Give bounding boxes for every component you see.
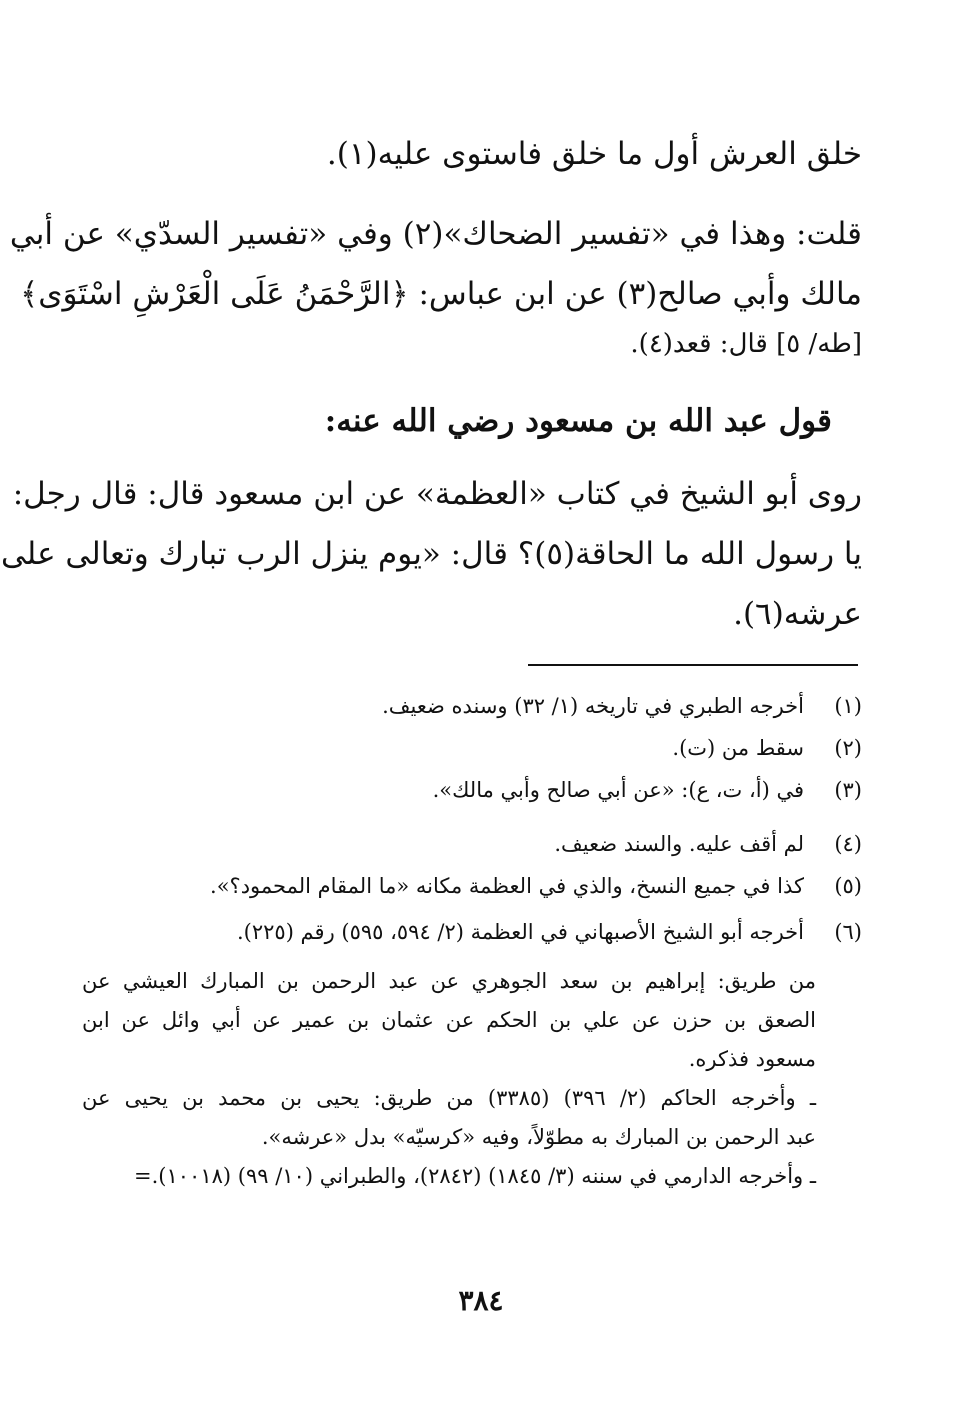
text-line: ـ وأخرجه الحاكم (٢/ ٣٩٦) (٣٣٨٥) من طريق: يحيى بن محمد بن يحيى عن [82,1086,816,1110]
footnote-6 [84,914,862,951]
footnote-text: في (أ، ت، ع): «عن أبي صالح وأبي مالك». [432,778,804,802]
footnote-number: (٢) [834,736,862,760]
text-line: خلق العرش أول ما خلق فاستوى عليه(١). [326,136,862,172]
footnote-text: سقط من (ت). [672,736,804,760]
footnote-text: أخرجه الطبري في تاريخه (١/ ٣٢) وسنده ضعيف. [382,694,804,718]
footnote-2 [84,730,862,767]
text-line: مسعود فذكره. [688,1047,816,1071]
text-line: روى أبو الشيخ في كتاب «العظمة» عن ابن مسعود قال: قال رجل: [12,476,862,512]
page-number: ٣٨٤ [458,1284,504,1317]
text-line: مالك وأبي صالح(٣) عن ابن عباس: ﴿الرَّحْمَنُ عَلَى الْعَرْشِ اسْتَوَى﴾ [20,276,862,312]
text-line: قلت: وهذا في «تفسير الضحاك»(٢) وفي «تفسير السدّي» عن أبي [9,216,862,252]
footnote-text: أخرجه أبو الشيخ الأصبهاني في العظمة (٢/ ٥٩٤، ٥٩٥) رقم (٢٢٥). [236,920,804,944]
text-line: عرشه(٦). [733,596,862,632]
text-line: عبد الرحمن بن المبارك به مطوّلاً، وفيه «كرسيّه» بدل «عرشه». [261,1125,816,1149]
footnote-number: (٣) [834,778,862,802]
text-line: [طه/ ٥] قال: قعد(٤). [630,329,862,359]
text-line: ـ وأخرجه الدارمي في سننه (٣/ ١٨٤٥) (٢٨٤٢)، والطبراني (١٠/ ٩٩) (١٠٠١٨).= [134,1164,816,1188]
footnote-1 [84,688,862,725]
text-line: الصعق بن حزن عن علي بن الحكم عن عثمان بن عمير عن أبي وائل عن ابن [82,1008,816,1032]
text-line: يا رسول الله ما الحاقة(٥)؟ قال: «يوم ينزل الرب تبارك وتعالى على [0,536,862,572]
footnote-number: (٤) [834,832,862,856]
footnote-5 [84,868,862,905]
footnote-4 [84,826,862,863]
paragraph-3 [0,464,862,644]
paragraph-1 [84,124,862,184]
footnote-3 [84,772,862,809]
paragraph-2 [9,204,862,364]
text-line: من طريق: إبراهيم بن سعد الجوهري عن عبد الرحمن بن المبارك العيشي عن [82,969,816,993]
section-heading: قول عبد الله بن مسعود رضي الله عنه: [324,403,832,439]
footnote-number: (٥) [834,874,862,898]
footnote-6-continuation [82,962,816,1196]
footnote-text: لم أقف عليه. والسند ضعيف. [554,832,804,856]
footnote-text: كذا في جميع النسخ، والذي في العظمة مكانه «ما المقام المحمود؟». [210,874,804,898]
footnote-number: (٦) [834,920,862,944]
footnote-number: (١) [834,694,862,718]
footnote-divider [528,664,858,666]
